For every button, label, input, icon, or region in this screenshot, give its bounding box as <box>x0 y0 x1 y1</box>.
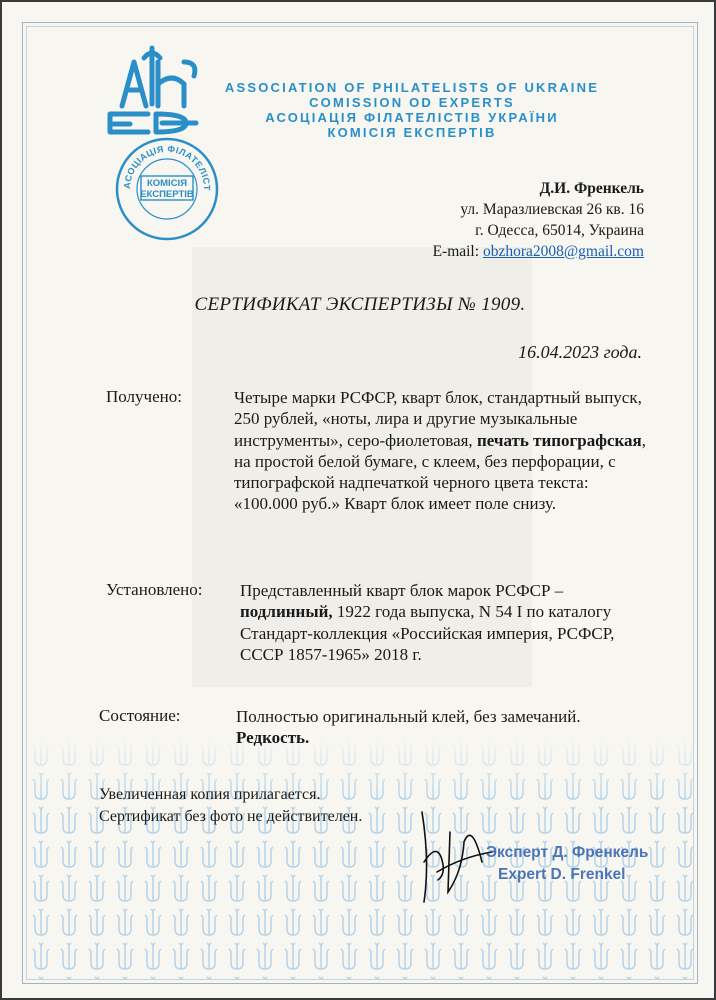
expert-stamp <box>486 842 648 886</box>
header-line-4: КОМІСІЯ ЕКСПЕРТІВ <box>327 125 497 140</box>
certificate-date: 16.04.2023 года. <box>518 342 642 362</box>
received-text-part1: Четыре марки РСФСР, кварт блок, стандартный выпуск, 250 рублей, «ноты, лира и другие музыкальные инструменты», серо-фиолетовая, <box>234 388 642 450</box>
condition-description: Полностью оригинальный клей, без замечаний. <box>236 707 581 726</box>
established-text-part1: Представленный кварт блок марок РСФСР – <box>240 581 564 600</box>
header-line-2: COMISSION OD EXPERTS <box>309 95 515 110</box>
header-line-3: АСОЦІАЦІЯ ФІЛАТЕЛІСТІВ УКРАЇНИ <box>265 110 559 125</box>
footnote-copy: Увеличенная копия прилагается. <box>99 786 321 803</box>
svg-text:КОМІСІЯ: КОМІСІЯ <box>146 178 188 189</box>
trident-monogram-icon <box>100 44 205 139</box>
established-label: Установлено: <box>106 580 203 599</box>
email-link[interactable]: obzhora2008@gmail.com <box>482 243 644 260</box>
established-text-bold: подлинный, <box>240 602 333 622</box>
condition-text <box>236 706 656 749</box>
condition-label: Состояние: <box>99 706 181 725</box>
received-label: Получено: <box>106 387 182 406</box>
rarity-label: Редкость. <box>236 728 310 748</box>
expert-address-block <box>304 178 644 262</box>
received-text-bold: печать типографская <box>476 430 642 450</box>
association-seal <box>112 134 222 249</box>
address-city: г. Одесса, 65014, Украина <box>475 222 644 239</box>
certificate-title: СЕРТИФИКАТ ЭКСПЕРТИЗЫ № 1909. <box>194 294 526 315</box>
footnote-validity: Сертификат без фото не действителен. <box>99 808 363 825</box>
address-street: ул. Маразлиевская 26 кв. 16 <box>460 201 644 218</box>
established-text-part2: 1922 года выпуска, N 54 I по каталогу Стандарт-коллекция «Российская империя, РСФСР, СССР 1857-1965» 2018 г. <box>240 602 615 664</box>
header-line-1: ASSOCIATION OF PHILATELISTS OF UKRAINE <box>224 80 600 95</box>
footnotes <box>99 784 362 828</box>
svg-text:АСОЦІАЦІЯ ФІЛАТЕЛІСТІВ УКРАЇНИ: АСОЦІАЦІЯ ФІЛАТЕЛІСТ <box>121 143 213 192</box>
association-logo <box>100 44 205 144</box>
expert-name: Д.И. Френкель <box>539 180 644 197</box>
seal-stamp-icon <box>112 134 222 244</box>
email-label: E-mail: <box>432 243 480 260</box>
svg-text:ЕКСПЕРТІВ: ЕКСПЕРТІВ <box>140 189 194 200</box>
expert-stamp-ru: Эксперт Д. Френкель <box>486 844 649 861</box>
established-text <box>240 580 645 665</box>
received-text <box>234 387 654 515</box>
email-line <box>304 241 644 262</box>
expert-stamp-en: Expert D. Frenkel <box>498 866 626 883</box>
received-text-part2: , на простой белой бумаге, с клеем, без перфорации, с типографской надпечаткой черного цвета текста: «100.000 руб.» Кварт блок имеет поле снизу. <box>234 430 646 514</box>
association-header <box>202 80 622 140</box>
